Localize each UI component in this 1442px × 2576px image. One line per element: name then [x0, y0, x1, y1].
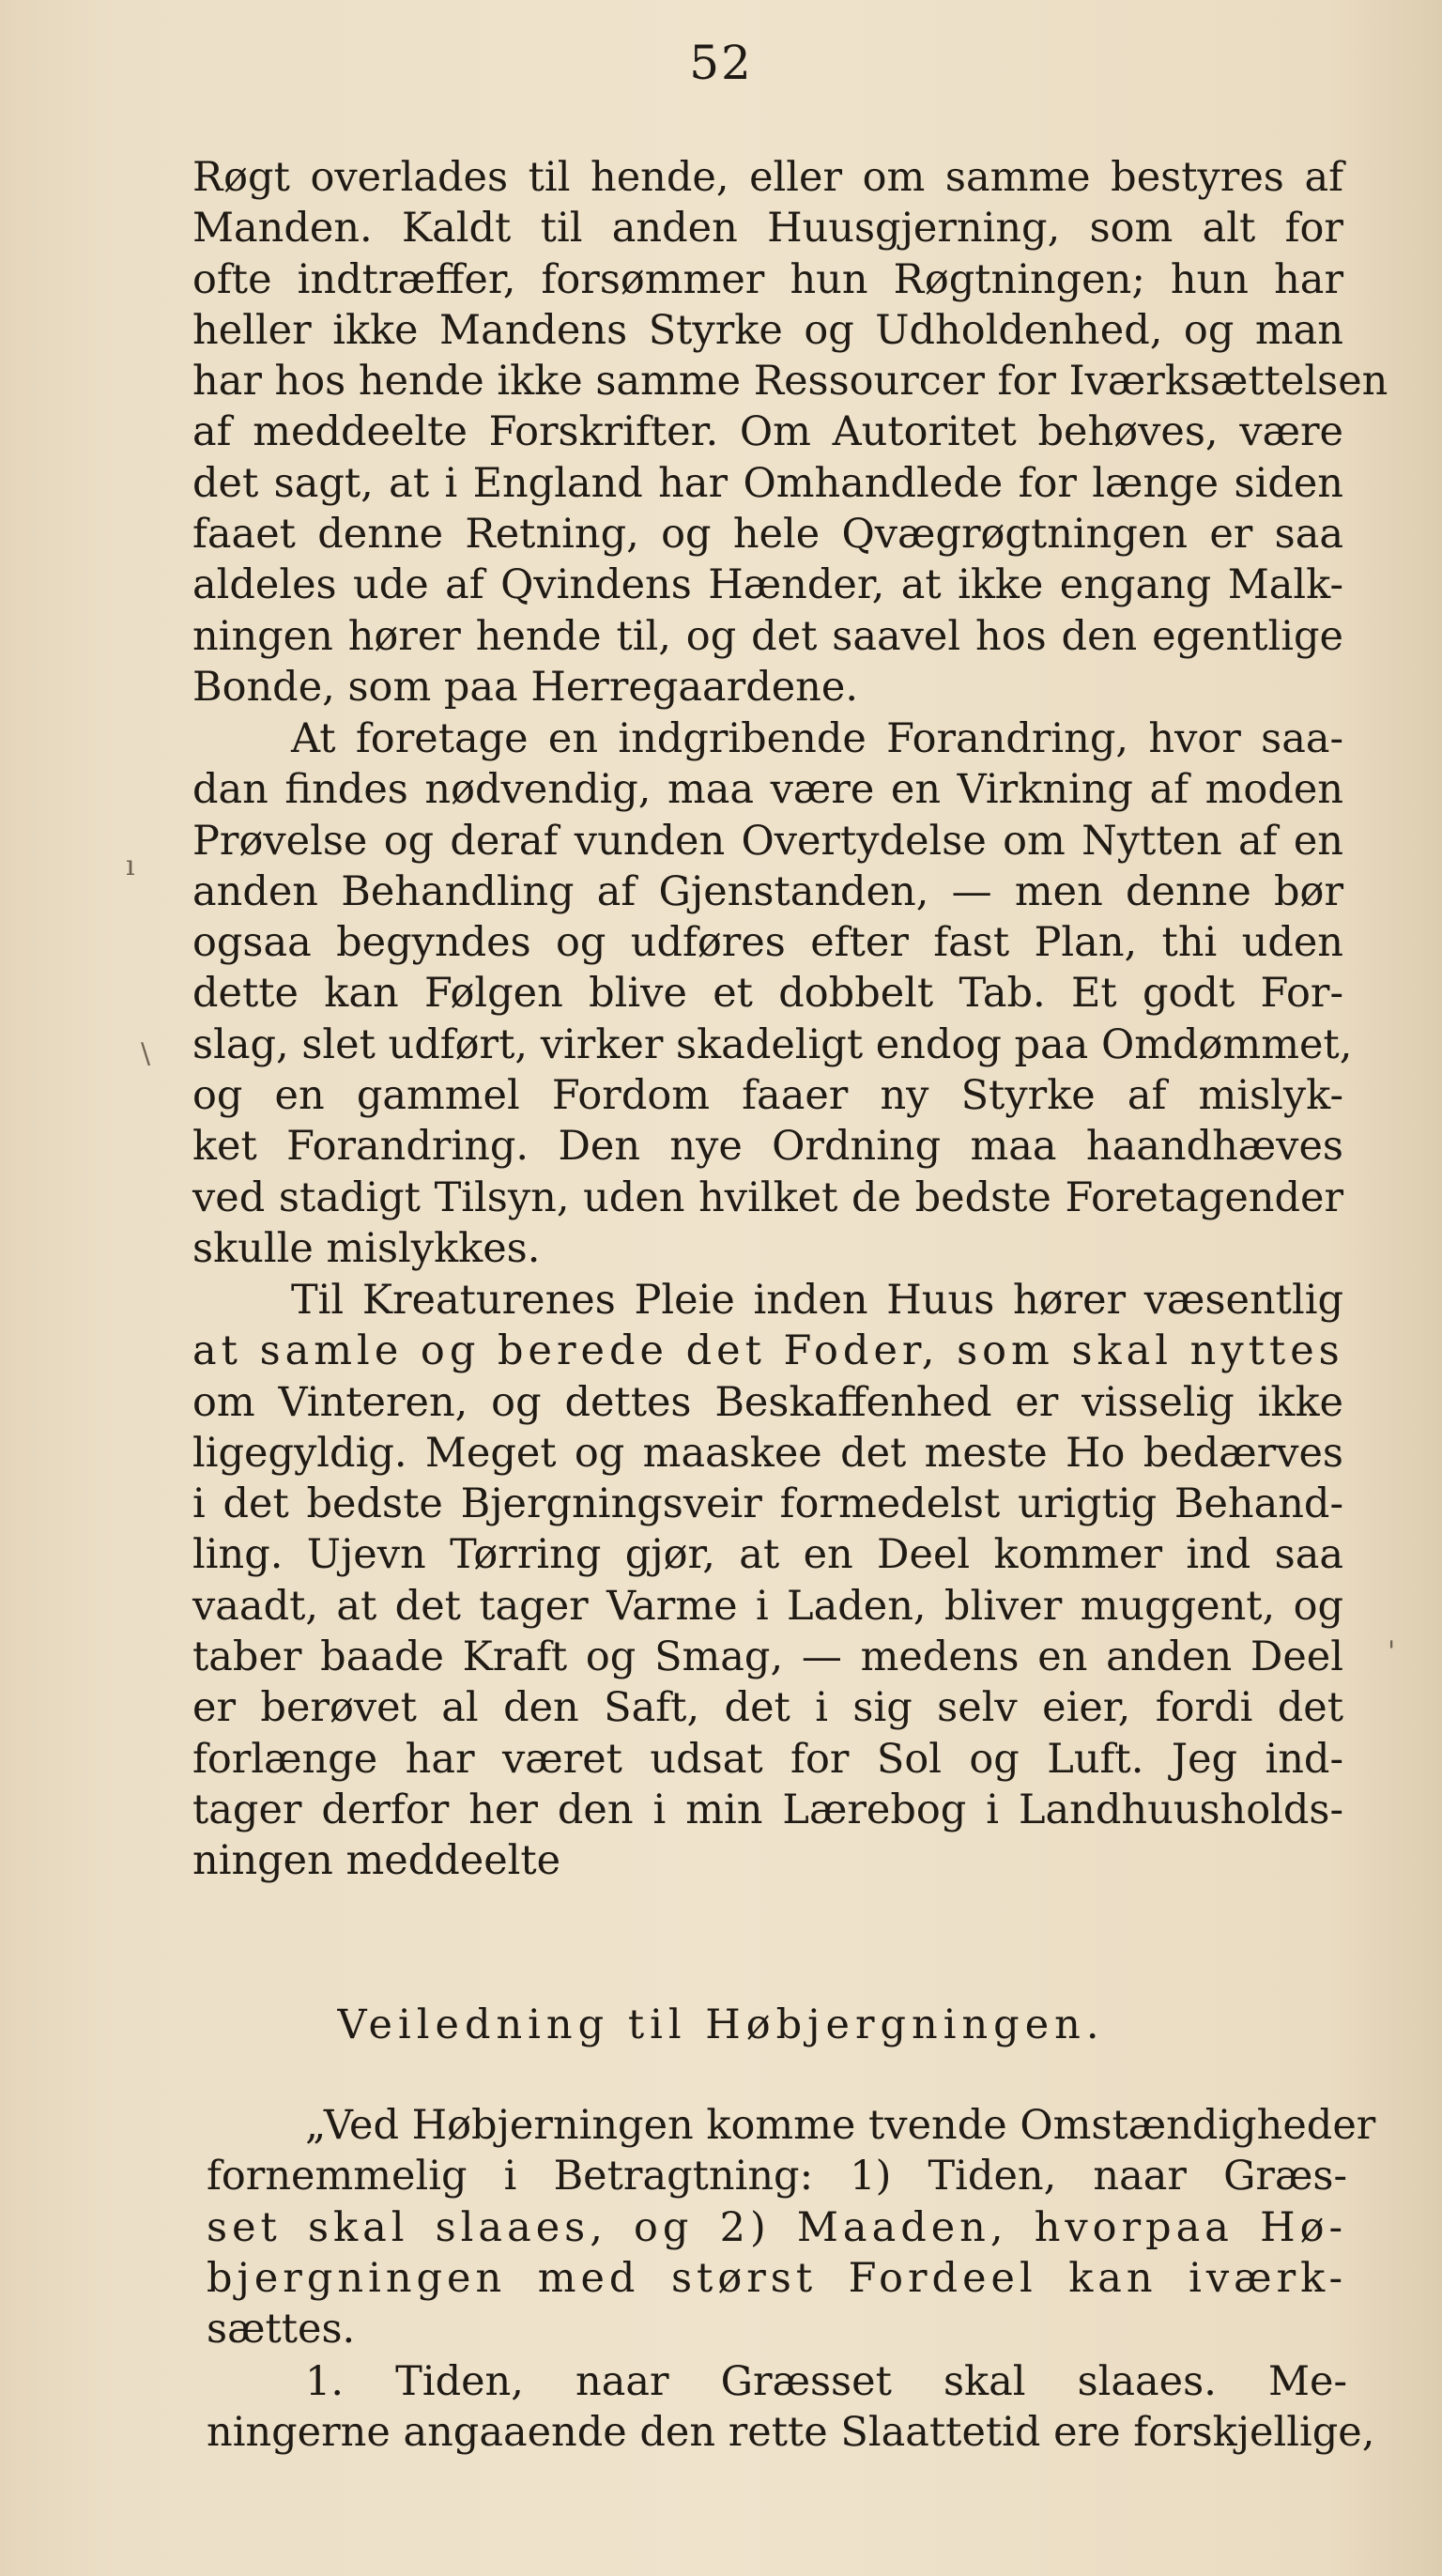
text-line: af meddeelte Forskrifter. Om Autoritet behøves, være [192, 408, 1343, 456]
text-line: Bonde, som paa Herregaardene. [192, 663, 858, 711]
text-line: ogsaa begyndes og udføres efter fast Plan, thi uden [192, 919, 1343, 967]
text-line: om Vinteren, og dettes Beskaffenhed er visselig ikke [192, 1378, 1343, 1426]
text-line: anden Behandling af Gjenstanden, — men denne bør [192, 867, 1343, 915]
paragraph-2 [192, 713, 1353, 1274]
text-line: ved stadigt Tilsyn, uden hvilket de bedste Foretagender [192, 1173, 1343, 1221]
text-line: heller ikke Mandens Styrke og Udholdenhed, og man [192, 306, 1343, 354]
text-line: dan findes nødvendig, maa være en Virkning af moden [192, 766, 1343, 814]
text-line: ningen hører hende til, og det saavel hos den egentlige [192, 612, 1343, 660]
text-line: Manden. Kaldt til anden Huusgjerning, som alt for [192, 205, 1343, 253]
text-line: fornemmelig i Betragtning: 1) Tiden, naar Græs- [207, 2153, 1347, 2200]
text-line: er berøvet al den Saft, det i sig selv eier, fordi det [192, 1684, 1343, 1732]
paragraph-3 [192, 1275, 1343, 1887]
section-heading: Veiledning til Høbjergningen. [337, 2001, 1105, 2048]
margin-mark: ı [126, 850, 135, 882]
text-line: forlænge har været udsat for Sol og Luft. Jeg ind- [192, 1735, 1343, 1783]
paragraph-4 [207, 2100, 1376, 2354]
text-line: faaet denne Retning, og hele Qvægrøgtningen er saa [192, 511, 1343, 559]
text-line: set skal slaaes, og 2) Maaden, hvorpaa Hø- [207, 2203, 1347, 2251]
text-line: bjergningen med størst Fordeel kan iværk- [207, 2254, 1347, 2302]
text-line: og en gammel Fordom faaer ny Styrke af mislyk- [192, 1072, 1343, 1120]
text-line: „Ved Høbjerningen komme tvende Omstændigheder [305, 2102, 1376, 2149]
text-line: aldeles ude af Qvindens Hænder, at ikke engang Malk- [192, 561, 1343, 609]
text-line: i det bedste Bjergningsveir formedelst urigtig Behand- [192, 1480, 1343, 1528]
text-line: ling. Ujevn Tørring gjør, at en Deel kommer ind saa [192, 1531, 1343, 1579]
margin-mark: \ [141, 1037, 151, 1070]
text-line: vaadt, at det tager Varme i Laden, bliver muggent, og [192, 1582, 1343, 1630]
text-line: dette kan Følgen blive et dobbelt Tab. Et godt For- [192, 970, 1343, 1018]
text-line: ofte indtræffer, forsømmer hun Røgtningen; hun har [192, 255, 1343, 303]
margin-mark: ' [1388, 1635, 1396, 1668]
text-line: taber baade Kraft og Smag, — medens en anden Deel [192, 1633, 1343, 1681]
text-line: sættes. [207, 2306, 356, 2354]
text-line: ningen meddeelte [192, 1837, 561, 1885]
text-line: ningerne angaaende den rette Slaattetid ere forskjellige, [207, 2409, 1375, 2457]
text-line: at samle og berede det Foder, som skal nyttes [192, 1327, 1344, 1375]
text-line: det sagt, at i England har Omhandlede for længe siden [192, 459, 1343, 507]
text-line: Til Kreaturenes Pleie inden Huus hører væsentlig [291, 1277, 1343, 1324]
text-line: slag, slet udført, virker skadeligt endog paa Omdømmet, [192, 1020, 1353, 1068]
page-number: 52 [689, 36, 753, 90]
text-line: har hos hende ikke samme Ressourcer for Iværksættelsen [192, 358, 1388, 406]
text-line: At foretage en indgribende Forandring, hvor saa- [291, 715, 1343, 762]
paragraph-1 [192, 152, 1388, 713]
text-line: tager derfor her den i min Lærebog i Landhuusholds- [192, 1786, 1343, 1833]
text-line: Røgt overlades til hende, eller om samme bestyres af [192, 154, 1343, 201]
text-line: ligegyldig. Meget og maaskee det meste Ho bedærves [192, 1429, 1343, 1477]
text-line: 1. Tiden, naar Græsset skal slaaes. Me- [305, 2358, 1347, 2405]
text-line: ket Forandring. Den nye Ordning maa haandhæves [192, 1123, 1343, 1171]
text-line: skulle mislykkes. [192, 1224, 541, 1272]
text-line: Prøvelse og deraf vunden Overtydelse om Nytten af en [192, 817, 1343, 865]
paragraph-5 [207, 2356, 1375, 2459]
